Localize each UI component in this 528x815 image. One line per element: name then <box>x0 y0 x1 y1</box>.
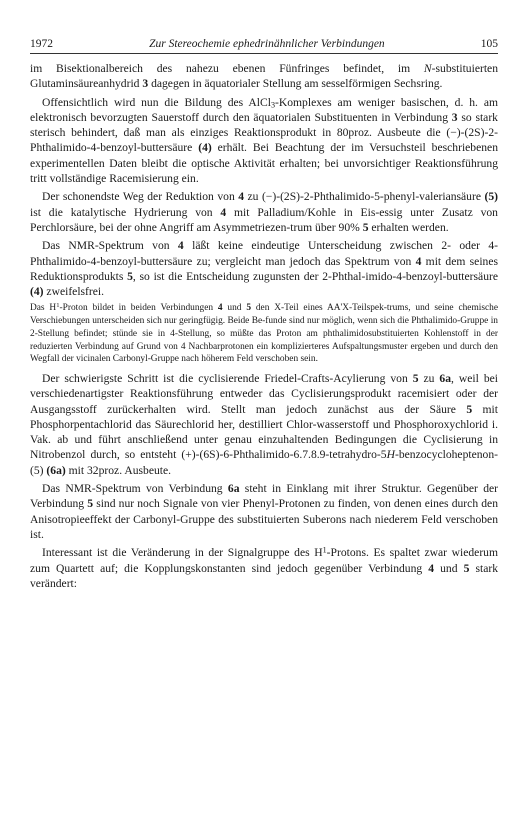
text-run: -substituierten Glutaminsäureanhydrid <box>30 62 498 91</box>
compound-number: 5 <box>246 303 252 314</box>
text-run: und <box>222 303 247 314</box>
text-run: -Protons. Es spaltet zwar wiederum zum Quartett auf; die Kopplungskonstanten sind jedoch gegenüber Verbindung <box>30 546 498 575</box>
compound-number: 4 <box>217 303 223 314</box>
text-run: 1 <box>322 545 327 555</box>
text-run: stark verändert: <box>30 561 498 590</box>
compound-number: 3 <box>142 77 149 91</box>
text-run: so stark sterisch behindert, daß man als einziges Reaktionsprodukt in 80proz. Ausbeute die (−)-(2S)-2-Phthalimido-4-benzoyl-buttersäure <box>30 110 498 155</box>
compound-number: (5) <box>484 190 498 204</box>
compound-number: 6a <box>227 482 240 496</box>
compound-number: 4 <box>177 239 184 253</box>
text-run: erhalten werden. <box>368 220 449 234</box>
text-run: , weil bei verschiedenartigster Reaktionsführung entweder das Cyclisierungsprodukt racemisiert oder der Ausgangsstoff zurückerhalten wird. Stellt man jedoch zunächst aus der Säure <box>30 371 498 416</box>
text-run: mit Phosphorpentachlorid das Säurechlorid her, destilliert Chlor-wasserstoff und Phosphoroxychlorid i. Vak. ab und führt anschließend unter genau einzuhaltenden Bedingungen die Cyclisierung in Nitrobenzol durch, so entsteht (+)-(6S)-6-Phthalimido-6.7.8.9-tetrahydro-5 <box>30 402 498 462</box>
compound-number: (4) <box>30 285 44 299</box>
text-run: Das H <box>30 303 57 314</box>
text-run: läßt keine eindeutige Unterscheidung zwischen 2- oder 4-Phthalimido-4-benzoyl-buttersäure zu; vergleicht man jedoch das Spektrum von <box>30 239 498 268</box>
text-run: Der schwierigste Schritt ist die cyclisierende Friedel-Crafts-Acylierung von <box>42 371 413 385</box>
compound-number: 5 <box>463 561 470 575</box>
header-title: Zur Stereochemie ephedrinähnlicher Verbindungen <box>149 38 385 50</box>
text-run: steht in Einklang mit ihrer Struktur. Gegenüber der Verbindung <box>30 482 498 511</box>
text-run: -benzocycloheptenon-(5) <box>30 448 498 477</box>
body-text <box>30 61 498 591</box>
text-run: erhält. Bei Beachtung der im Versuchsteil beschriebenen experimentellen Daten bleibt die optische Aktivität erhalten; bei unvorsichtiger Reaktionsführung tritt vollständige Racemisierung ein. <box>30 141 498 186</box>
running-head <box>30 38 498 54</box>
compound-number: 4 <box>415 254 422 268</box>
text-run: ist die katalytische Hydrierung von <box>30 205 221 219</box>
body-paragraph <box>30 189 498 235</box>
compound-number: 3 <box>451 110 458 124</box>
compound-number: 5 <box>466 402 473 416</box>
compound-number: 5 <box>87 497 94 511</box>
text-run: zu <box>418 371 440 385</box>
compound-number: 4 <box>238 190 245 204</box>
compound-number: (6a) <box>46 463 66 477</box>
body-paragraph <box>30 95 498 187</box>
text-run: mit 32proz. Ausbeute. <box>65 463 172 477</box>
header-page-number: 105 <box>480 38 498 50</box>
text-run: Interessant ist die Veränderung in der Signalgruppe des H <box>42 546 323 560</box>
compound-number: 5 <box>362 220 369 234</box>
compound-number: 4 <box>220 205 227 219</box>
text-run: Der schonendste Weg der Reduktion von <box>42 190 239 204</box>
text-run: mit dem seines Reduktionsprodukts <box>30 254 498 283</box>
text-run: dagegen in äquatorialer Stellung am sesselförmigen Sechsring. <box>148 77 443 91</box>
small-print-note <box>30 302 498 366</box>
text-run: 3 <box>270 100 275 110</box>
text-run: den X-Teil eines AA'X-Teilspek-trums, und seine chemische Verschiebungen unterscheiden sich nur geringfügig. Beide Be-funde sind nur möglich, wenn sich die Phthalimido-Gruppe in 2-Stellung befindet; stünde sie in 4-Stellung, so müßte das Proton am phthalimidosubstituierten Kohlenstoff in der reduzierten Verbindung auf Grund von 4 Nachbarprotonen ein komplizierteres Aufspaltungsmuster ergeben und durch den Wegfall der vicinalen Carbonyl-Gruppe nach höherem Feld verschoben sein. <box>30 303 499 365</box>
text-run: N <box>423 62 432 75</box>
text-run: sind nur noch Signale von vier Phenyl-Protonen zu finden, von denen eines durch den Anisotropieeffekt der Carbonyl-Gruppe des substituierten Suberons nach niederem Feld verschoben ist. <box>30 497 498 541</box>
body-paragraph <box>30 238 498 299</box>
text-run: im Bisektionalbereich des nahezu ebenen Fünfringes befindet, im <box>30 62 424 75</box>
text-run: zu (−)-(2S)-2-Phthalimido-5-phenyl-valeriansäure <box>244 190 485 204</box>
body-paragraph <box>30 61 498 92</box>
text-run: , so ist die Entscheidung zugunsten der 2-Phthal-imido-4-benzoyl-buttersäure <box>132 269 498 283</box>
text-run: H <box>386 448 395 462</box>
text-run: Offensichtlich wird nun die Bildung des AlCl <box>42 95 271 109</box>
compound-number: 6a <box>439 371 452 385</box>
text-run: Das NMR-Spektrum von Verbindung <box>42 482 228 496</box>
text-run: mit Palladium/Kohle in Eis-essig unter Zusatz von Perchlorsäure, bei der ohne Angriff am Asymmetriezen-trum über 90% <box>30 205 498 234</box>
compound-number: 5 <box>412 371 419 385</box>
compound-number: (4) <box>198 141 212 155</box>
body-paragraph <box>30 545 498 591</box>
body-paragraph <box>30 481 498 542</box>
text-run: und <box>434 561 464 575</box>
text-run: -Proton bildet in beiden Verbindungen <box>59 303 218 314</box>
body-paragraph <box>30 371 498 478</box>
compound-number: 4 <box>428 561 435 575</box>
header-year: 1972 <box>30 38 53 50</box>
compound-number: 5 <box>127 269 133 283</box>
text-run: Das NMR-Spektrum von <box>42 239 178 253</box>
text-run: 1 <box>56 302 60 310</box>
text-run: -Komplexes am weniger basischen, d. h. am elektronisch bevorzugten Sauerstoff durch den äquatorialen Substituenten in Verbindung <box>30 95 498 124</box>
text-run: zweifelsfrei. <box>43 285 105 299</box>
